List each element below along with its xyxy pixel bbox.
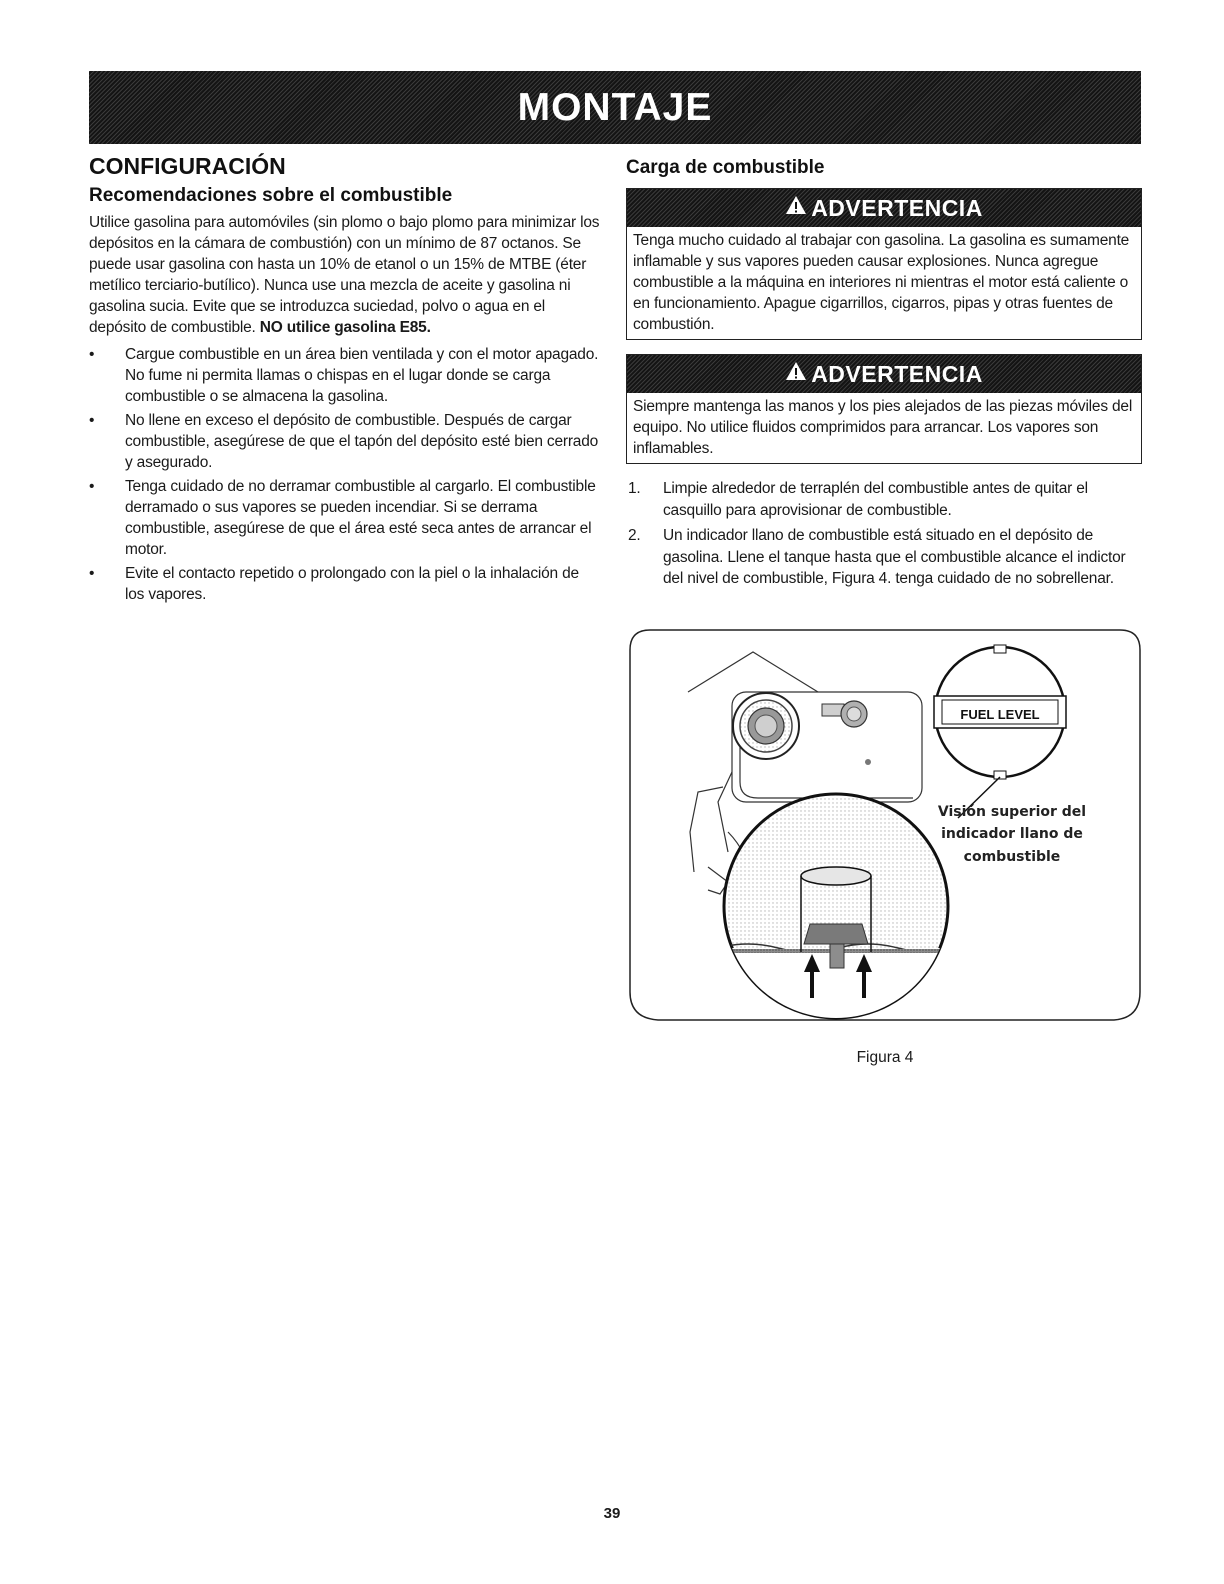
step-text: Limpie alrededor de terraplén del combustible antes de quitar el casquillo para aprovisionar de combustible. bbox=[663, 480, 1088, 519]
page-number: 39 bbox=[603, 1505, 621, 1522]
fuel-recommendations-heading: Recomendaciones sobre el combustible bbox=[89, 185, 453, 206]
list-item: • No llene en exceso el depósito de combustible. Después de cargar combustible, asegúrese de que el tapón del depósito esté bien cerrado y asegurado. bbox=[89, 412, 599, 471]
warning-text: Siempre mantenga las manos y los pies alejados de las piezas móviles del equipo. No utilice fluidos comprimidos para arrancar. Los vapores son inflamables. bbox=[633, 398, 1133, 457]
list-item: • Evite el contacto repetido o prolongado con la piel o la inhalación de los vapores. bbox=[89, 565, 579, 603]
section-banner bbox=[89, 71, 1141, 144]
left-column bbox=[89, 152, 601, 608]
callout-line-1: Visión superior del bbox=[937, 804, 1087, 820]
right-column bbox=[626, 156, 1142, 594]
fuel-safety-list bbox=[89, 344, 601, 605]
figure-caption: Figura 4 bbox=[856, 1049, 914, 1066]
bullet-icon: • bbox=[89, 346, 95, 363]
list-item bbox=[626, 525, 1142, 590]
section-title: MONTAJE bbox=[517, 85, 713, 129]
fuel-recommendations-text bbox=[89, 212, 601, 338]
intro-text: Utilice gasolina para automóviles (sin plomo o bajo plomo para minimizar los depósitos en la cámara de combustión) con un mínimo de 87 octanos. Se puede usar gasolina con hasta un 10% de etanol o un 15% de MTBE (éter metílico terciario-butílico). Nunca use una mezcla de aceite y gasolina ni gasolina sucia. Evite que se introduzca suciedad, polvo o agua en el depósito de combustible. bbox=[89, 214, 600, 336]
warning-box bbox=[626, 188, 1142, 340]
warning-box bbox=[626, 354, 1142, 464]
fuel-level-label: FUEL LEVEL bbox=[960, 707, 1040, 722]
bullet-icon: • bbox=[89, 565, 95, 582]
fuel-loading-heading: Carga de combustible bbox=[626, 157, 825, 178]
warning-title: ADVERTENCIA bbox=[811, 360, 983, 387]
configuration-heading: CONFIGURACIÓN bbox=[89, 153, 286, 179]
figure-illustration bbox=[628, 622, 1142, 1024]
warning-header bbox=[627, 355, 1141, 393]
fuel-gauge-figure bbox=[628, 622, 1142, 1024]
fuel-cap-icon bbox=[733, 693, 799, 759]
warning-header bbox=[627, 189, 1141, 227]
callout-line-3: combustible bbox=[963, 849, 1061, 865]
list-item bbox=[626, 478, 1142, 521]
step-number: 2. bbox=[628, 527, 641, 544]
fuel-steps-list bbox=[626, 478, 1142, 590]
e85-warning-text: NO utilice gasolina E85. bbox=[259, 319, 431, 336]
callout-line-2: indicador llano de bbox=[941, 826, 1083, 842]
step-number: 1. bbox=[628, 480, 641, 497]
fuel-tank-cutaway bbox=[718, 794, 958, 1024]
list-item: • Cargue combustible en un área bien ventilada y con el motor apagado. No fume ni permita llamas o chispas en el lugar donde se carga combustible o se almacena la gasolina. bbox=[89, 346, 599, 405]
warning-title: ADVERTENCIA bbox=[811, 194, 983, 221]
bullet-icon: • bbox=[89, 412, 95, 429]
warning-text: Tenga mucho cuidado al trabajar con gasolina. La gasolina es sumamente inflamable y sus vapores pueden causar explosiones. Nunca agregue combustible a la máquina en interiores ni mientras el motor está caliente o en funcionamiento. Apague cigarrillos, cigarros, pipas y otras fuentes de combustión. bbox=[633, 232, 1130, 333]
fuel-level-top-view bbox=[934, 645, 1066, 818]
warning-triangle-icon bbox=[785, 195, 807, 221]
step-text: Un indicador llano de combustible está situado en el depósito de gasolina. Llene el tanque hasta que el combustible alcance el indictor del nivel de combustible, Figura 4. tenga cuidado de no sobrellenar. bbox=[663, 527, 1126, 587]
warning-triangle-icon bbox=[785, 361, 807, 387]
list-item: • Tenga cuidado de no derramar combustible al cargarlo. El combustible derramado o sus vapores se pueden incendiar. Si se derrama combustible, asegúrese de que el área esté seca antes de arrancar el motor. bbox=[89, 478, 596, 558]
bullet-icon: • bbox=[89, 478, 95, 495]
